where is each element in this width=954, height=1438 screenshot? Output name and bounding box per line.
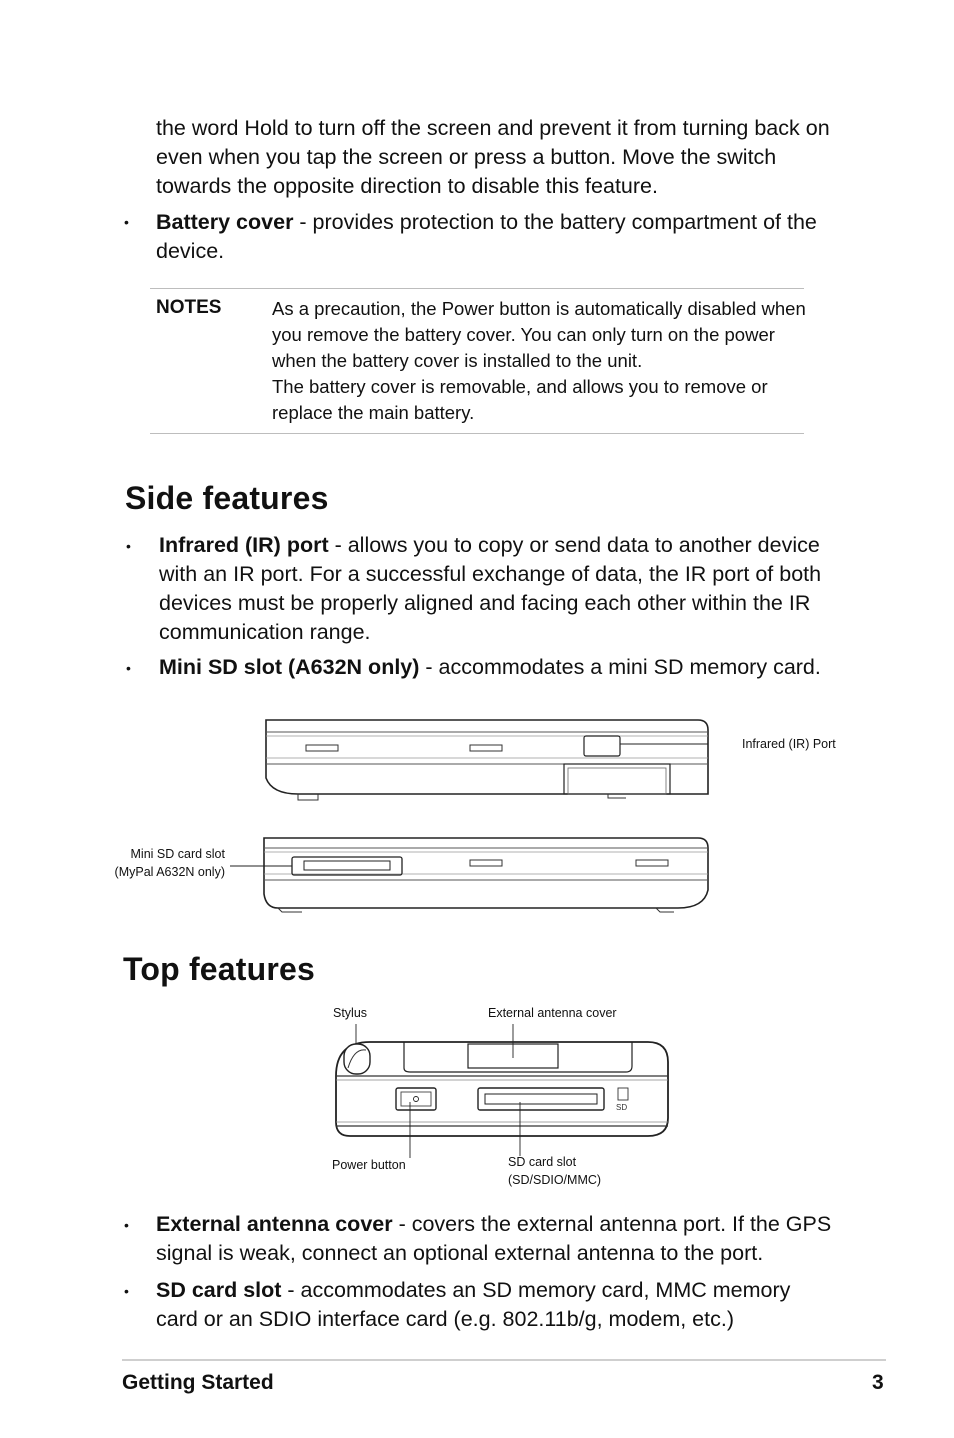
minisd-item (159, 653, 859, 682)
minisd-slot-label (100, 845, 225, 881)
minisd-slot-label-line-2: (MyPal A632N only) (114, 865, 225, 879)
top-features-heading: Top features (123, 951, 316, 987)
sd-card-slot-label-line-2: (SD/SDIO/MMC) (508, 1173, 602, 1187)
battery-cover-desc: - provides protection to the battery compartment of the device. (156, 210, 817, 263)
intro-continuation: the word Hold to turn off the screen and prevent it from turning back on even when you tap the screen or press a button. Move the switch towards the opposite direction to disable this feature. (156, 116, 830, 198)
device-side-view-left (258, 830, 718, 920)
bullet-marker: • (126, 538, 131, 554)
sd-slot-shape (478, 1088, 604, 1110)
bullet-marker: • (126, 660, 131, 676)
antenna-cover-term: External antenna cover (156, 1212, 393, 1236)
battery-cover-term: Battery cover (156, 210, 294, 234)
battery-cover-item (156, 208, 846, 266)
footer-rule (122, 1359, 886, 1361)
minisd-desc: - accommodates a mini SD memory card. (419, 655, 821, 679)
ir-port-window (584, 736, 620, 756)
page-number: 3 (872, 1371, 884, 1394)
minisd-slot (292, 857, 402, 875)
bullet-marker: • (124, 214, 129, 230)
bullet-marker: • (124, 1283, 129, 1299)
notes-text (272, 296, 812, 426)
antenna-cover-desc: - covers the external antenna port. If the GPS signal is weak, connect an optional external antenna to the port. (156, 1212, 832, 1265)
device-top-view (330, 1018, 675, 1168)
sd-logo-icon: SD (616, 1103, 628, 1112)
footer-section-title: Getting Started (122, 1371, 274, 1394)
power-button-shape (396, 1088, 436, 1110)
sd-card-slot-label-line-1: SD card slot (508, 1155, 577, 1169)
ir-port-label: Infrared (IR) Port (742, 737, 836, 751)
minisd-term: Mini SD slot (A632N only) (159, 655, 420, 679)
sd-card-slot-item (156, 1276, 836, 1334)
side-features-heading: Side features (125, 480, 329, 516)
ir-port-item (159, 531, 839, 647)
notes-line-2: The battery cover is removable, and allows you to remove or replace the main battery. (272, 376, 768, 423)
sd-card-slot-label (508, 1153, 601, 1189)
device-side-view-right (258, 714, 718, 804)
sd-card-slot-desc: - accommodates an SD memory card, MMC memory card or an SDIO interface card (e.g. 802.11b/g, modem, etc.) (156, 1278, 791, 1331)
bullet-marker: • (124, 1217, 129, 1233)
notes-label: NOTES (156, 297, 222, 318)
ir-port-term: Infrared (IR) port (159, 533, 329, 557)
antenna-cover-item (156, 1210, 846, 1268)
stylus-label: Stylus (333, 1006, 368, 1020)
sd-card-slot-term: SD card slot (156, 1278, 282, 1302)
ir-port-desc: - allows you to copy or send data to another device with an IR port. For a successful exchange of data, the IR port of both devices must be properly aligned and facing each other within the IR communication range. (159, 533, 822, 644)
power-button-label: Power button (332, 1158, 406, 1172)
notes-box (150, 288, 804, 434)
minisd-slot-label-line-1: Mini SD card slot (130, 847, 225, 861)
notes-line-1: As a precaution, the Power button is automatically disabled when you remove the battery cover. You can only turn on the power when the battery cover is installed to the unit. (272, 298, 806, 371)
antenna-cover-label: External antenna cover (488, 1006, 617, 1020)
